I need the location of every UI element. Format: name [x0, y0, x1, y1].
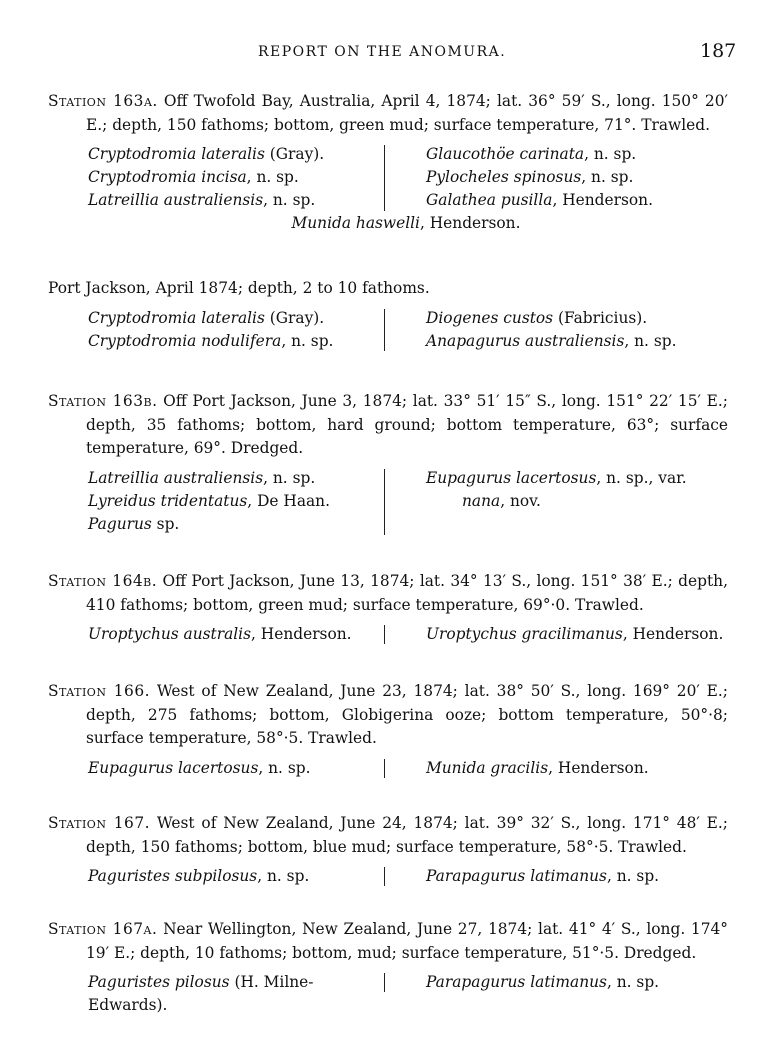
station-details: Off Twofold Bay, Australia, April 4, 1874; lat. 36° 59′ S., long. 150° 20′ E.; depth, 150 fathoms; bottom, green mud; surface temperature, 71°. Trawled. — [86, 92, 728, 134]
station-entry — [48, 812, 728, 888]
species-entry: Munida gracilis, Henderson. — [426, 758, 649, 777]
station-label: Station 167a. — [48, 920, 158, 938]
species-list — [48, 757, 728, 780]
page-number: 187 — [700, 40, 737, 62]
station-description — [48, 812, 728, 859]
species-entry: Parapagurus latimanus, n. sp. — [426, 973, 660, 991]
species-entry: Latreillia australiensis, n. sp. — [88, 191, 316, 209]
species-entry: Latreillia australiensis, n. sp. — [88, 468, 316, 487]
station-entry — [48, 680, 728, 780]
column-divider — [384, 145, 385, 211]
running-title: REPORT ON THE ANOMURA. — [258, 44, 507, 60]
species-list — [48, 865, 728, 888]
species-entry: Lyreidus tridentatus, De Haan. — [88, 491, 330, 510]
column-divider — [384, 309, 385, 351]
station-entry — [48, 90, 728, 235]
species-entry: nana, nov. — [462, 491, 541, 510]
species-entry: Pylocheles spinosus, n. sp. — [426, 168, 634, 186]
station-details: West of New Zealand, June 24, 1874; lat. 39° 32′ S., long. 171° 48′ E.; depth, 150 fathoms; bottom, blue mud; surface temperature, 58°·5. Trawled. — [86, 814, 728, 856]
station-description — [48, 277, 728, 301]
station-details: West of New Zealand, June 23, 1874; lat. 38° 50′ S., long. 169° 20′ E.; depth, 275 fathoms; bottom, Globigerina ooze; bottom temperature, 50°·8; surface temperature, 58°·5. Trawled. — [86, 682, 728, 747]
species-list — [48, 971, 728, 1017]
station-details: Port Jackson, April 1874; depth, 2 to 10 fathoms. — [48, 279, 430, 297]
page-header — [0, 40, 776, 70]
species-entry: Glaucothöe carinata, n. sp. — [426, 145, 637, 163]
species-list — [48, 307, 728, 353]
column-divider — [384, 625, 385, 644]
species-entry: Anapagurus australiensis, n. sp. — [426, 331, 677, 350]
species-entry: Galathea pusilla, Henderson. — [426, 191, 653, 209]
station-description — [48, 680, 728, 751]
station-label: Station 166. — [48, 682, 151, 700]
station-description — [48, 918, 728, 965]
station-entry — [48, 390, 728, 536]
species-entry: Uroptychus australis, Henderson. — [88, 625, 352, 643]
column-divider — [384, 973, 385, 992]
station-label: Station 163b. — [48, 392, 158, 410]
species-entry: Munida haswelli, Henderson. — [291, 214, 521, 232]
station-label: Station 163a. — [48, 92, 158, 110]
species-list — [48, 467, 728, 536]
station-entry — [48, 277, 728, 353]
species-entry: Paguristes pilosus (H. Milne-Edwards). — [88, 973, 314, 1014]
species-entry: Diogenes custos (Fabricius). — [426, 308, 648, 327]
species-entry: Paguristes subpilosus, n. sp. — [88, 867, 310, 885]
species-entry: Eupagurus lacertosus, n. sp. — [88, 758, 311, 777]
species-entry: Eupagurus lacertosus, n. sp., var. — [426, 468, 687, 487]
species-entry: Cryptodromia lateralis (Gray). — [88, 145, 325, 163]
station-entry — [48, 570, 728, 646]
station-description — [48, 570, 728, 617]
station-description — [48, 390, 728, 461]
species-entry: Cryptodromia lateralis (Gray). — [88, 308, 325, 327]
station-details: Near Wellington, New Zealand, June 27, 1874; lat. 41° 4′ S., long. 174° 19′ E.; depth, 10 fathoms; bottom, mud; surface temperature, 51°·5. Dredged. — [86, 920, 728, 962]
station-label: Station 164b. — [48, 572, 158, 590]
species-entry: Pagurus sp. — [88, 514, 180, 533]
species-entry: Cryptodromia nodulifera, n. sp. — [88, 331, 334, 350]
species-entry: Uroptychus gracilimanus, Henderson. — [426, 625, 724, 643]
column-divider — [384, 469, 385, 535]
species-list — [48, 143, 728, 235]
station-label: Station 167. — [48, 814, 151, 832]
column-divider — [384, 867, 385, 886]
station-details: Off Port Jackson, June 3, 1874; lat. 33° 51′ 15″ S., long. 151° 22′ 15′ E.; depth, 35 fathoms; bottom, hard ground; bottom temperature, 63°; surface temperature, 69°. Dredged. — [86, 392, 728, 457]
station-description — [48, 90, 728, 137]
species-entry: Cryptodromia incisa, n. sp. — [88, 168, 299, 186]
species-entry: Parapagurus latimanus, n. sp. — [426, 867, 660, 885]
station-details: Off Port Jackson, June 13, 1874; lat. 34° 13′ S., long. 151° 38′ E.; depth, 410 fathoms; bottom, green mud; surface temperature, 69°·0. Trawled. — [86, 572, 728, 614]
species-list — [48, 623, 728, 646]
station-entry — [48, 918, 728, 1017]
column-divider — [384, 759, 385, 778]
